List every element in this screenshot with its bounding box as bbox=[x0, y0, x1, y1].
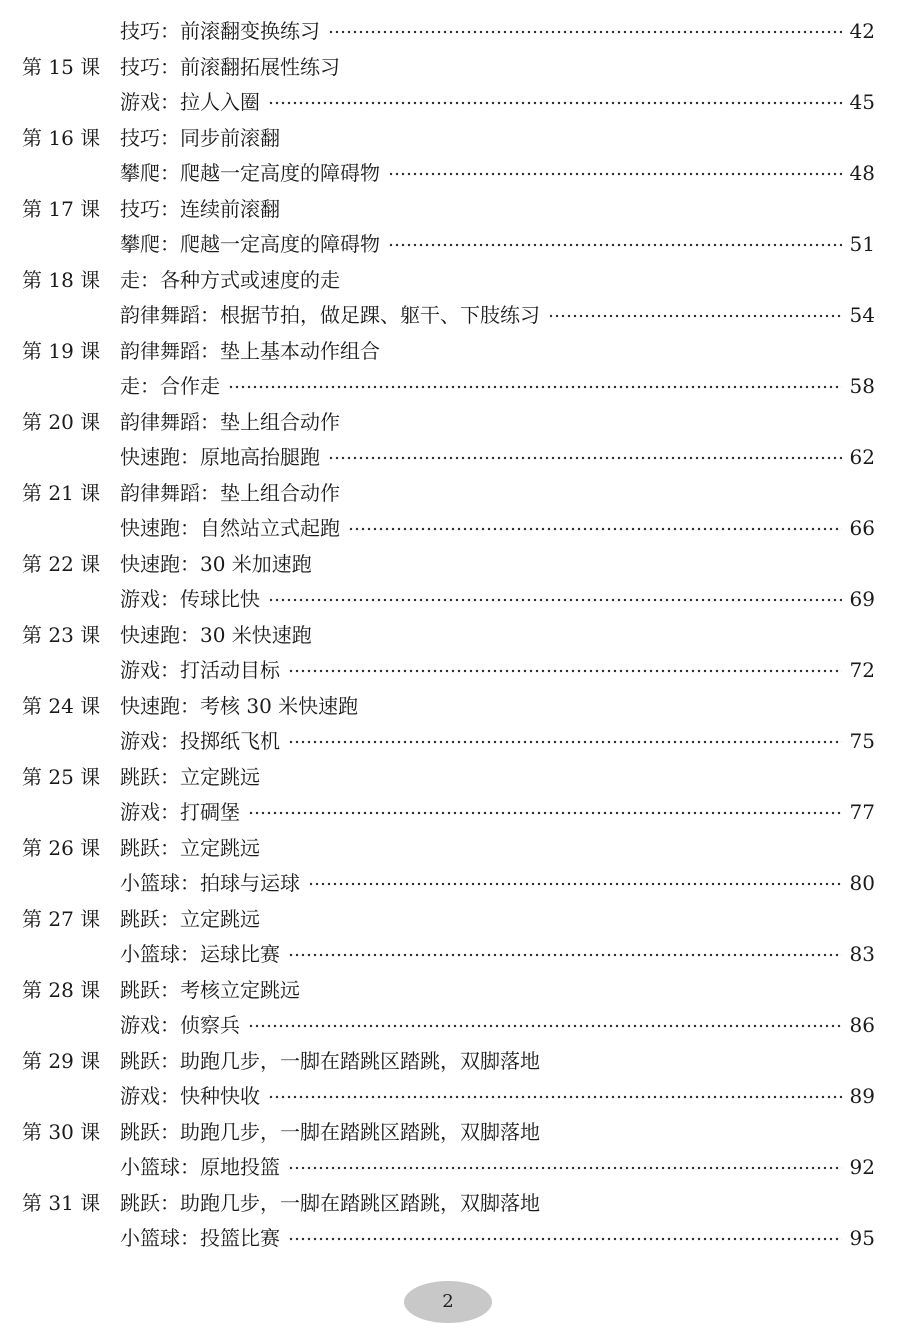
toc-row[interactable] bbox=[0, 511, 897, 547]
toc-entry[interactable] bbox=[120, 369, 875, 405]
entry-page-number: 66 bbox=[849, 516, 875, 540]
toc-entry[interactable] bbox=[120, 1079, 875, 1115]
entry-title: 跳跃：立定跳远 bbox=[120, 764, 260, 789]
entry-title: 技巧：前滚翻拓展性练习 bbox=[120, 54, 340, 79]
entry-page-number: 75 bbox=[849, 729, 875, 753]
entry-title: 跳跃：立定跳远 bbox=[120, 906, 260, 931]
lesson-block bbox=[0, 547, 897, 618]
toc-row[interactable] bbox=[0, 156, 897, 192]
entry-page-number: 95 bbox=[849, 1226, 875, 1250]
toc-row[interactable] bbox=[0, 440, 897, 476]
dot-leader bbox=[288, 953, 842, 957]
toc-row[interactable] bbox=[0, 476, 897, 512]
dot-leader bbox=[348, 527, 842, 531]
dot-leader bbox=[328, 456, 842, 460]
lesson-block bbox=[0, 405, 897, 476]
toc-row[interactable] bbox=[0, 653, 897, 689]
page-number-badge bbox=[404, 1281, 492, 1323]
toc-entry[interactable] bbox=[120, 866, 875, 902]
toc-entry[interactable] bbox=[120, 547, 875, 583]
lesson-number: 第 22 课 bbox=[22, 551, 101, 576]
toc-row[interactable] bbox=[0, 50, 897, 86]
toc-row[interactable] bbox=[0, 795, 897, 831]
lesson-block bbox=[0, 902, 897, 973]
toc-row[interactable] bbox=[0, 192, 897, 228]
toc-entry[interactable] bbox=[120, 334, 875, 370]
toc-row[interactable] bbox=[0, 1221, 897, 1257]
lesson-number: 第 21 课 bbox=[22, 480, 101, 505]
toc-entry[interactable] bbox=[120, 511, 875, 547]
toc-row[interactable] bbox=[0, 1008, 897, 1044]
entry-title: 攀爬：爬越一定高度的障碍物 bbox=[120, 161, 380, 185]
lesson-number: 第 29 课 bbox=[22, 1048, 101, 1073]
entry-title: 技巧：同步前滚翻 bbox=[120, 125, 280, 150]
toc-row[interactable] bbox=[0, 121, 897, 157]
entry-page-number: 48 bbox=[849, 161, 875, 185]
lesson-number: 第 20 课 bbox=[22, 409, 101, 434]
toc-row[interactable] bbox=[0, 405, 897, 441]
entry-page-number: 45 bbox=[849, 90, 875, 114]
toc-entry[interactable] bbox=[120, 689, 875, 725]
toc-entry[interactable] bbox=[120, 902, 875, 938]
toc-row[interactable] bbox=[0, 866, 897, 902]
entry-title: 韵律舞蹈：垫上组合动作 bbox=[120, 409, 340, 434]
entry-title: 跳跃：考核立定跳远 bbox=[120, 977, 300, 1002]
toc-entry[interactable] bbox=[120, 1044, 875, 1080]
toc-row[interactable] bbox=[0, 298, 897, 334]
entry-title: 游戏：打活动目标 bbox=[120, 658, 280, 682]
dot-leader bbox=[288, 1237, 842, 1241]
entry-title: 游戏：侦察兵 bbox=[120, 1013, 240, 1037]
toc-row[interactable] bbox=[0, 369, 897, 405]
entry-title: 快速跑：考核 30 米快速跑 bbox=[120, 693, 359, 718]
entry-title: 韵律舞蹈：垫上组合动作 bbox=[120, 480, 340, 505]
toc-row[interactable] bbox=[0, 334, 897, 370]
entry-title: 快速跑：30 米加速跑 bbox=[120, 551, 312, 576]
dot-leader bbox=[228, 385, 842, 389]
entry-title: 跳跃：立定跳远 bbox=[120, 835, 260, 860]
toc-row[interactable] bbox=[0, 85, 897, 121]
entry-title: 韵律舞蹈：根据节拍，做足踝、躯干、下肢练习 bbox=[120, 303, 540, 327]
lesson-block bbox=[0, 476, 897, 547]
toc-entry[interactable] bbox=[120, 760, 875, 796]
toc-row[interactable] bbox=[0, 902, 897, 938]
toc-entry[interactable] bbox=[120, 156, 875, 192]
entry-page-number: 77 bbox=[849, 800, 875, 824]
toc-row[interactable] bbox=[0, 1044, 897, 1080]
lesson-number: 第 26 课 bbox=[22, 835, 101, 860]
entry-title: 跳跃：助跑几步，一脚在踏跳区踏跳，双脚落地 bbox=[120, 1119, 540, 1144]
lesson-number: 第 30 课 bbox=[22, 1119, 101, 1144]
dot-leader bbox=[388, 243, 842, 247]
toc-entry[interactable] bbox=[120, 476, 875, 512]
toc-entry[interactable] bbox=[120, 1186, 875, 1222]
toc-entry[interactable] bbox=[120, 937, 875, 973]
toc-entry[interactable] bbox=[120, 298, 875, 334]
toc-entry[interactable] bbox=[120, 1150, 875, 1186]
lesson-block bbox=[0, 1044, 897, 1115]
entry-page-number: 69 bbox=[849, 587, 875, 611]
entry-title: 韵律舞蹈：垫上基本动作组合 bbox=[120, 338, 380, 363]
entry-title: 小篮球：运球比赛 bbox=[120, 942, 280, 966]
entry-title: 技巧：前滚翻变换练习 bbox=[120, 19, 320, 43]
toc-entry[interactable] bbox=[120, 227, 875, 263]
toc-row[interactable] bbox=[0, 227, 897, 263]
toc-entry[interactable] bbox=[120, 121, 875, 157]
toc-row[interactable] bbox=[0, 831, 897, 867]
dot-leader bbox=[268, 1095, 842, 1099]
toc-row[interactable] bbox=[0, 582, 897, 618]
entry-title: 快速跑：自然站立式起跑 bbox=[120, 516, 340, 540]
lesson-block bbox=[0, 973, 897, 1044]
toc-entry[interactable] bbox=[120, 14, 875, 50]
dot-leader bbox=[548, 314, 842, 318]
toc-entry[interactable] bbox=[120, 405, 875, 441]
lesson-block bbox=[0, 1186, 897, 1257]
entry-page-number: 86 bbox=[849, 1013, 875, 1037]
toc-entry[interactable] bbox=[120, 582, 875, 618]
dot-leader bbox=[328, 30, 842, 34]
toc-row[interactable] bbox=[0, 1115, 897, 1151]
entry-title: 走：合作走 bbox=[120, 374, 220, 398]
toc-entry[interactable] bbox=[120, 1115, 875, 1151]
lesson-block bbox=[0, 192, 897, 263]
entry-title: 小篮球：拍球与运球 bbox=[120, 871, 300, 895]
toc-row[interactable] bbox=[0, 1150, 897, 1186]
entry-page-number: 54 bbox=[849, 303, 875, 327]
toc-row[interactable] bbox=[0, 760, 897, 796]
dot-leader bbox=[288, 1166, 842, 1170]
toc-entry[interactable] bbox=[120, 653, 875, 689]
lesson-number: 第 31 课 bbox=[22, 1190, 101, 1215]
dot-leader bbox=[268, 598, 842, 602]
dot-leader bbox=[308, 882, 842, 886]
toc-entry[interactable] bbox=[120, 724, 875, 760]
entry-title: 跳跃：助跑几步，一脚在踏跳区踏跳，双脚落地 bbox=[120, 1048, 540, 1073]
entry-title: 跳跃：助跑几步，一脚在踏跳区踏跳，双脚落地 bbox=[120, 1190, 540, 1215]
toc-row[interactable] bbox=[0, 1079, 897, 1115]
entry-page-number: 58 bbox=[849, 374, 875, 398]
lesson-number: 第 23 课 bbox=[22, 622, 101, 647]
entry-page-number: 92 bbox=[849, 1155, 875, 1179]
toc-row[interactable] bbox=[0, 263, 897, 299]
entry-title: 游戏：拉人入圈 bbox=[120, 90, 260, 114]
lesson-block bbox=[0, 121, 897, 192]
lesson-number: 第 17 课 bbox=[22, 196, 101, 221]
dot-leader bbox=[268, 101, 842, 105]
lesson-block bbox=[0, 334, 897, 405]
lesson-block bbox=[0, 760, 897, 831]
entry-title: 游戏：打碉堡 bbox=[120, 800, 240, 824]
entry-page-number: 42 bbox=[849, 19, 875, 43]
dot-leader bbox=[288, 669, 842, 673]
entry-title: 技巧：连续前滚翻 bbox=[120, 196, 280, 221]
entry-title: 游戏：传球比快 bbox=[120, 587, 260, 611]
toc-row[interactable] bbox=[0, 937, 897, 973]
toc-entry[interactable] bbox=[120, 973, 875, 1009]
table-of-contents bbox=[0, 14, 897, 1257]
entry-page-number: 62 bbox=[849, 445, 875, 469]
lesson-number: 第 16 课 bbox=[22, 125, 101, 150]
toc-entry[interactable] bbox=[120, 618, 875, 654]
page-number: 2 bbox=[442, 1291, 454, 1312]
dot-leader bbox=[248, 811, 842, 815]
toc-row[interactable] bbox=[0, 973, 897, 1009]
lesson-number: 第 18 课 bbox=[22, 267, 101, 292]
lesson-number: 第 19 课 bbox=[22, 338, 101, 363]
lesson-number: 第 15 课 bbox=[22, 54, 101, 79]
toc-row[interactable] bbox=[0, 724, 897, 760]
entry-page-number: 80 bbox=[849, 871, 875, 895]
lesson-block bbox=[0, 831, 897, 902]
toc-entry[interactable] bbox=[120, 795, 875, 831]
toc-entry[interactable] bbox=[120, 85, 875, 121]
entry-page-number: 51 bbox=[849, 232, 875, 256]
toc-row[interactable] bbox=[0, 1186, 897, 1222]
entry-page-number: 72 bbox=[849, 658, 875, 682]
entry-page-number: 89 bbox=[849, 1084, 875, 1108]
entry-page-number: 83 bbox=[849, 942, 875, 966]
lesson-number: 第 24 课 bbox=[22, 693, 101, 718]
toc-entry[interactable] bbox=[120, 1008, 875, 1044]
lesson-number: 第 27 课 bbox=[22, 906, 101, 931]
toc-row[interactable] bbox=[0, 618, 897, 654]
toc-entry[interactable] bbox=[120, 263, 875, 299]
lesson-block bbox=[0, 14, 897, 50]
lesson-number: 第 28 课 bbox=[22, 977, 101, 1002]
entry-title: 游戏：快种快收 bbox=[120, 1084, 260, 1108]
entry-title: 走：各种方式或速度的走 bbox=[120, 267, 340, 292]
toc-row[interactable] bbox=[0, 14, 897, 50]
lesson-block bbox=[0, 689, 897, 760]
toc-row[interactable] bbox=[0, 689, 897, 725]
toc-entry[interactable] bbox=[120, 1221, 875, 1257]
dot-leader bbox=[388, 172, 842, 176]
entry-title: 攀爬：爬越一定高度的障碍物 bbox=[120, 232, 380, 256]
entry-title: 小篮球：原地投篮 bbox=[120, 1155, 280, 1179]
toc-entry[interactable] bbox=[120, 192, 875, 228]
lesson-number: 第 25 课 bbox=[22, 764, 101, 789]
dot-leader bbox=[248, 1024, 842, 1028]
lesson-block bbox=[0, 1115, 897, 1186]
entry-title: 游戏：投掷纸飞机 bbox=[120, 729, 280, 753]
dot-leader bbox=[288, 740, 842, 744]
entry-title: 小篮球：投篮比赛 bbox=[120, 1226, 280, 1250]
toc-entry[interactable] bbox=[120, 440, 875, 476]
toc-row[interactable] bbox=[0, 547, 897, 583]
lesson-block bbox=[0, 618, 897, 689]
entry-title: 快速跑：30 米快速跑 bbox=[120, 622, 312, 647]
lesson-block bbox=[0, 263, 897, 334]
lesson-block bbox=[0, 50, 897, 121]
entry-title: 快速跑：原地高抬腿跑 bbox=[120, 445, 320, 469]
toc-entry[interactable] bbox=[120, 50, 875, 86]
toc-entry[interactable] bbox=[120, 831, 875, 867]
